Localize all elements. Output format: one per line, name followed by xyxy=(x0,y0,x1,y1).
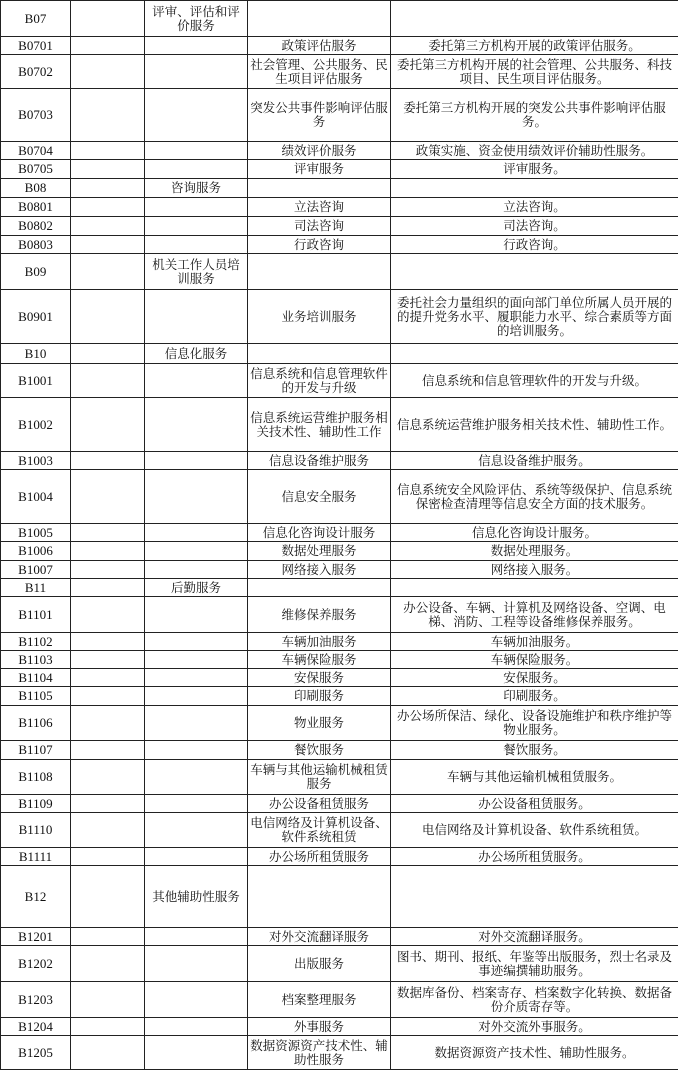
description-cell: 图书、期刊、报纸、年鉴等出版服务，烈士名录及事迹编撰辅助服务。 xyxy=(391,946,678,982)
empty-cell xyxy=(71,198,145,217)
table-row xyxy=(1,741,678,760)
empty-cell xyxy=(71,848,145,866)
empty-cell xyxy=(71,597,145,633)
category-cell xyxy=(145,542,248,561)
code-cell: B09 xyxy=(1,254,71,290)
code-cell: B1201 xyxy=(1,928,71,946)
description-cell: 对外交流翻译服务。 xyxy=(391,928,678,946)
item-cell xyxy=(248,1,391,37)
code-cell: B1109 xyxy=(1,795,71,813)
category-cell xyxy=(145,452,248,470)
table-row xyxy=(1,597,678,633)
table-row xyxy=(1,290,678,344)
empty-cell xyxy=(71,579,145,597)
empty-cell xyxy=(71,452,145,470)
empty-cell xyxy=(71,669,145,687)
category-cell xyxy=(145,1036,248,1070)
category-cell xyxy=(145,706,248,741)
category-cell xyxy=(145,687,248,706)
item-cell: 办公场所租赁服务 xyxy=(248,848,391,866)
code-cell: B1102 xyxy=(1,633,71,651)
description-cell: 印刷服务。 xyxy=(391,687,678,706)
description-cell: 信息设备维护服务。 xyxy=(391,452,678,470)
table-row xyxy=(1,55,678,89)
empty-cell xyxy=(71,1036,145,1070)
item-cell xyxy=(248,579,391,597)
category-cell xyxy=(145,946,248,982)
table-row xyxy=(1,198,678,217)
code-cell: B10 xyxy=(1,344,71,364)
empty-cell xyxy=(71,795,145,813)
code-cell: B0801 xyxy=(1,198,71,217)
code-cell: B1005 xyxy=(1,524,71,542)
category-cell xyxy=(145,55,248,89)
item-cell: 出版服务 xyxy=(248,946,391,982)
category-cell xyxy=(145,561,248,579)
description-cell: 车辆加油服务。 xyxy=(391,633,678,651)
category-cell xyxy=(145,633,248,651)
description-cell: 行政咨询。 xyxy=(391,236,678,254)
category-cell xyxy=(145,217,248,236)
category-cell xyxy=(145,198,248,217)
description-cell: 车辆与其他运输机械租赁服务。 xyxy=(391,760,678,795)
item-cell: 业务培训服务 xyxy=(248,290,391,344)
item-cell: 信息系统运营维护服务相关技术性、辅助性工作 xyxy=(248,398,391,452)
table-row xyxy=(1,542,678,561)
code-cell: B1003 xyxy=(1,452,71,470)
category-cell xyxy=(145,160,248,179)
description-cell: 对外交流外事服务。 xyxy=(391,1018,678,1036)
table-row xyxy=(1,217,678,236)
category-cell xyxy=(145,741,248,760)
category-cell xyxy=(145,760,248,795)
code-cell: B1111 xyxy=(1,848,71,866)
empty-cell xyxy=(71,37,145,55)
item-cell: 物业服务 xyxy=(248,706,391,741)
description-cell: 车辆保险服务。 xyxy=(391,651,678,669)
category-cell xyxy=(145,651,248,669)
code-cell: B1006 xyxy=(1,542,71,561)
table-row xyxy=(1,160,678,179)
empty-cell xyxy=(71,741,145,760)
description-cell: 办公场所保洁、绿化、设备设施维护和秩序维护等物业服务。 xyxy=(391,706,678,741)
code-cell: B0702 xyxy=(1,55,71,89)
code-cell: B1103 xyxy=(1,651,71,669)
code-cell: B1204 xyxy=(1,1018,71,1036)
code-cell: B08 xyxy=(1,179,71,198)
empty-cell xyxy=(71,179,145,198)
item-cell: 外事服务 xyxy=(248,1018,391,1036)
empty-cell xyxy=(71,142,145,160)
category-cell xyxy=(145,848,248,866)
item-cell: 立法咨询 xyxy=(248,198,391,217)
empty-cell xyxy=(71,760,145,795)
description-cell: 委托第三方机构开展的突发公共事件影响评估服务。 xyxy=(391,89,678,142)
table-row xyxy=(1,946,678,982)
item-cell: 车辆与其他运输机械租赁服务 xyxy=(248,760,391,795)
code-cell: B12 xyxy=(1,866,71,928)
item-cell: 绩效评价服务 xyxy=(248,142,391,160)
code-cell: B1205 xyxy=(1,1036,71,1070)
empty-cell xyxy=(71,542,145,561)
table-row xyxy=(1,254,678,290)
empty-cell xyxy=(71,254,145,290)
table-row xyxy=(1,760,678,795)
description-cell: 立法咨询。 xyxy=(391,198,678,217)
empty-cell xyxy=(71,524,145,542)
code-cell: B0701 xyxy=(1,37,71,55)
table-row xyxy=(1,364,678,398)
table-row xyxy=(1,579,678,597)
code-cell: B1106 xyxy=(1,706,71,741)
table-row xyxy=(1,470,678,524)
category-cell xyxy=(145,236,248,254)
description-cell: 信息化咨询设计服务。 xyxy=(391,524,678,542)
category-cell xyxy=(145,398,248,452)
category-cell xyxy=(145,669,248,687)
empty-cell xyxy=(71,946,145,982)
item-cell: 评审服务 xyxy=(248,160,391,179)
description-cell xyxy=(391,866,678,928)
item-cell: 行政咨询 xyxy=(248,236,391,254)
description-cell xyxy=(391,254,678,290)
table-row xyxy=(1,928,678,946)
empty-cell xyxy=(71,561,145,579)
item-cell: 安保服务 xyxy=(248,669,391,687)
category-cell: 后勤服务 xyxy=(145,579,248,597)
code-cell: B1002 xyxy=(1,398,71,452)
description-cell: 数据资源资产技术性、辅助性服务。 xyxy=(391,1036,678,1070)
category-cell xyxy=(145,982,248,1018)
item-cell: 印刷服务 xyxy=(248,687,391,706)
category-cell xyxy=(145,364,248,398)
table-row xyxy=(1,1018,678,1036)
code-cell: B1105 xyxy=(1,687,71,706)
empty-cell xyxy=(71,290,145,344)
code-cell: B1004 xyxy=(1,470,71,524)
description-cell xyxy=(391,579,678,597)
description-cell: 信息系统和信息管理软件的开发与升级。 xyxy=(391,364,678,398)
code-cell: B0705 xyxy=(1,160,71,179)
empty-cell xyxy=(71,1,145,37)
table-row xyxy=(1,398,678,452)
table-row xyxy=(1,142,678,160)
empty-cell xyxy=(71,364,145,398)
item-cell: 信息设备维护服务 xyxy=(248,452,391,470)
item-cell: 办公设备租赁服务 xyxy=(248,795,391,813)
category-cell: 信息化服务 xyxy=(145,344,248,364)
description-cell: 电信网络及计算机设备、软件系统租赁。 xyxy=(391,813,678,848)
table-row xyxy=(1,982,678,1018)
description-cell: 信息系统安全风险评估、系统等级保护、信息系统保密检查清理等信息安全方面的技术服务。 xyxy=(391,470,678,524)
empty-cell xyxy=(71,160,145,179)
code-cell: B0802 xyxy=(1,217,71,236)
item-cell: 信息系统和信息管理软件的开发与升级 xyxy=(248,364,391,398)
empty-cell xyxy=(71,633,145,651)
empty-cell xyxy=(71,344,145,364)
category-cell: 咨询服务 xyxy=(145,179,248,198)
description-cell: 信息系统运营维护服务相关技术性、辅助性工作。 xyxy=(391,398,678,452)
item-cell xyxy=(248,866,391,928)
empty-cell xyxy=(71,236,145,254)
item-cell xyxy=(248,179,391,198)
item-cell: 政策评估服务 xyxy=(248,37,391,55)
category-cell: 评审、评估和评价服务 xyxy=(145,1,248,37)
item-cell: 信息化咨询设计服务 xyxy=(248,524,391,542)
description-cell xyxy=(391,344,678,364)
table-row xyxy=(1,795,678,813)
code-cell: B1203 xyxy=(1,982,71,1018)
category-cell xyxy=(145,813,248,848)
table-row xyxy=(1,344,678,364)
category-cell xyxy=(145,795,248,813)
table-row xyxy=(1,651,678,669)
empty-cell xyxy=(71,866,145,928)
description-cell: 委托第三方机构开展的社会管理、公共服务、科技项目、民生项目评估服务。 xyxy=(391,55,678,89)
code-cell: B1110 xyxy=(1,813,71,848)
code-cell: B1108 xyxy=(1,760,71,795)
code-cell: B0901 xyxy=(1,290,71,344)
empty-cell xyxy=(71,470,145,524)
table-row xyxy=(1,179,678,198)
description-cell: 网络接入服务。 xyxy=(391,561,678,579)
category-cell xyxy=(145,290,248,344)
item-cell: 车辆保险服务 xyxy=(248,651,391,669)
code-cell: B0803 xyxy=(1,236,71,254)
category-cell xyxy=(145,89,248,142)
table-body xyxy=(1,1,678,1070)
empty-cell xyxy=(71,813,145,848)
code-cell: B11 xyxy=(1,579,71,597)
item-cell: 数据资源资产技术性、辅助性服务 xyxy=(248,1036,391,1070)
code-cell: B1101 xyxy=(1,597,71,633)
table-row xyxy=(1,452,678,470)
empty-cell xyxy=(71,89,145,142)
item-cell: 信息安全服务 xyxy=(248,470,391,524)
item-cell: 车辆加油服务 xyxy=(248,633,391,651)
code-cell: B1007 xyxy=(1,561,71,579)
item-cell: 餐饮服务 xyxy=(248,741,391,760)
item-cell: 维修保养服务 xyxy=(248,597,391,633)
empty-cell xyxy=(71,651,145,669)
description-cell: 委托社会力量组织的面向部门单位所属人员开展的的提升党务水平、履职能力水平、综合素质等方面的培训服务。 xyxy=(391,290,678,344)
table-row xyxy=(1,1,678,37)
description-cell: 政策实施、资金使用绩效评价辅助性服务。 xyxy=(391,142,678,160)
empty-cell xyxy=(71,398,145,452)
table-row xyxy=(1,561,678,579)
code-cell: B0703 xyxy=(1,89,71,142)
table-row xyxy=(1,89,678,142)
description-cell xyxy=(391,179,678,198)
table-row xyxy=(1,1036,678,1070)
code-cell: B1107 xyxy=(1,741,71,760)
description-cell xyxy=(391,1,678,37)
description-cell: 办公场所租赁服务。 xyxy=(391,848,678,866)
description-cell: 数据库备份、档案寄存、档案数字化转换、数据备份介质寄存等。 xyxy=(391,982,678,1018)
code-cell: B1202 xyxy=(1,946,71,982)
category-cell: 其他辅助性服务 xyxy=(145,866,248,928)
item-cell: 数据处理服务 xyxy=(248,542,391,561)
empty-cell xyxy=(71,55,145,89)
category-cell xyxy=(145,1018,248,1036)
table-row xyxy=(1,848,678,866)
code-cell: B1104 xyxy=(1,669,71,687)
category-cell xyxy=(145,524,248,542)
category-cell xyxy=(145,928,248,946)
item-cell: 突发公共事件影响评估服务 xyxy=(248,89,391,142)
item-cell: 司法咨询 xyxy=(248,217,391,236)
code-cell: B1001 xyxy=(1,364,71,398)
code-cell: B0704 xyxy=(1,142,71,160)
item-cell: 档案整理服务 xyxy=(248,982,391,1018)
code-cell: B07 xyxy=(1,1,71,37)
empty-cell xyxy=(71,982,145,1018)
description-cell: 餐饮服务。 xyxy=(391,741,678,760)
empty-cell xyxy=(71,706,145,741)
description-cell: 办公设备租赁服务。 xyxy=(391,795,678,813)
description-cell: 数据处理服务。 xyxy=(391,542,678,561)
description-cell: 委托第三方机构开展的政策评估服务。 xyxy=(391,37,678,55)
table-row xyxy=(1,37,678,55)
empty-cell xyxy=(71,687,145,706)
item-cell: 网络接入服务 xyxy=(248,561,391,579)
table-row xyxy=(1,687,678,706)
table-row xyxy=(1,236,678,254)
table-row xyxy=(1,669,678,687)
item-cell: 社会管理、公共服务、民生项目评估服务 xyxy=(248,55,391,89)
table-row xyxy=(1,706,678,741)
category-cell xyxy=(145,470,248,524)
item-cell: 电信网络及计算机设备、软件系统租赁 xyxy=(248,813,391,848)
description-cell: 评审服务。 xyxy=(391,160,678,179)
item-cell xyxy=(248,254,391,290)
empty-cell xyxy=(71,1018,145,1036)
category-cell xyxy=(145,37,248,55)
table-row xyxy=(1,633,678,651)
table-row xyxy=(1,866,678,928)
category-cell: 机关工作人员培训服务 xyxy=(145,254,248,290)
description-cell: 办公设备、车辆、计算机及网络设备、空调、电梯、消防、工程等设备维修保养服务。 xyxy=(391,597,678,633)
description-cell: 司法咨询。 xyxy=(391,217,678,236)
table-row xyxy=(1,524,678,542)
item-cell: 对外交流翻译服务 xyxy=(248,928,391,946)
category-cell xyxy=(145,597,248,633)
item-cell xyxy=(248,344,391,364)
empty-cell xyxy=(71,217,145,236)
empty-cell xyxy=(71,928,145,946)
table-row xyxy=(1,813,678,848)
description-cell: 安保服务。 xyxy=(391,669,678,687)
category-cell xyxy=(145,142,248,160)
